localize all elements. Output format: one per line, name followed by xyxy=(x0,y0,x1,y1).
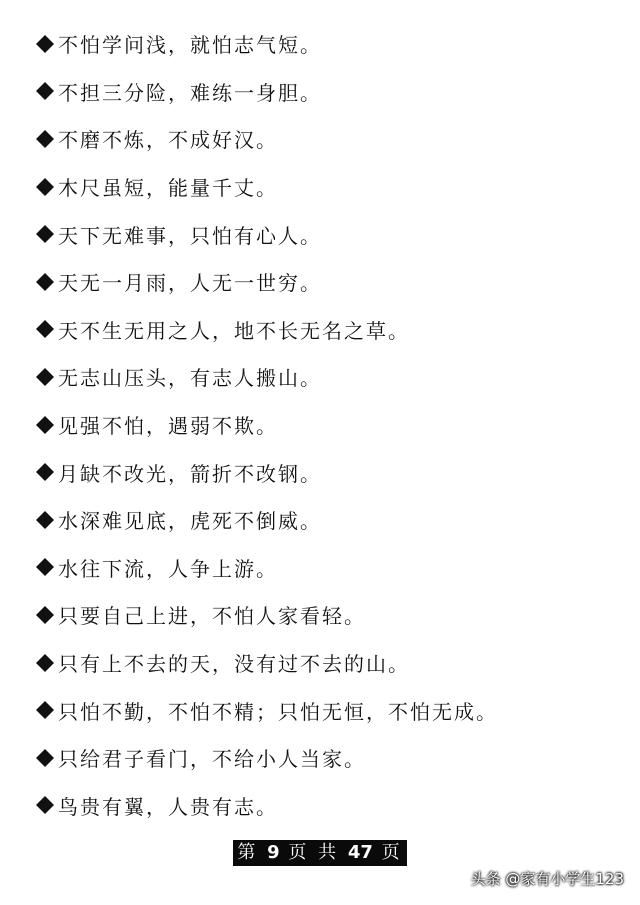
list-item xyxy=(36,401,626,449)
proverb-text: 水往下流，人争上游。 xyxy=(58,556,278,581)
page-middle: 页 共 xyxy=(288,842,340,863)
total-pages-number: 47 xyxy=(347,842,373,863)
list-item xyxy=(36,782,626,830)
diamond-icon xyxy=(36,558,54,576)
list-item xyxy=(36,353,626,401)
diamond-icon xyxy=(36,320,54,338)
proverb-text: 不担三分险，难练一身胆。 xyxy=(58,80,322,105)
proverb-text: 不怕学问浅，就怕志气短。 xyxy=(58,33,322,58)
list-item xyxy=(36,68,626,116)
proverb-text: 鸟贵有翼，人贵有志。 xyxy=(58,794,278,819)
diamond-icon xyxy=(36,368,54,386)
proverb-text: 只要自己上进，不怕人家看轻。 xyxy=(58,604,366,629)
proverb-text: 无志山压头，有志人搬山。 xyxy=(58,366,322,391)
diamond-icon xyxy=(36,178,54,196)
diamond-icon xyxy=(36,749,54,767)
proverb-list xyxy=(36,20,626,829)
proverb-text: 水深难见底，虎死不倒威。 xyxy=(58,509,322,534)
diamond-icon xyxy=(36,701,54,719)
page-footer xyxy=(0,840,640,866)
proverb-text: 天无一月雨，人无一世穷。 xyxy=(58,271,322,296)
list-item xyxy=(36,448,626,496)
diamond-icon xyxy=(36,511,54,529)
list-item xyxy=(36,591,626,639)
proverb-text: 见强不怕，遇弱不欺。 xyxy=(58,414,278,439)
diamond-icon xyxy=(36,225,54,243)
proverb-text: 天下无难事，只怕有心人。 xyxy=(58,223,322,248)
proverb-text: 只有上不去的天，没有过不去的山。 xyxy=(58,652,410,677)
list-item xyxy=(36,115,626,163)
page-indicator xyxy=(233,840,406,866)
proverb-text: 月缺不改光，箭折不改钢。 xyxy=(58,461,322,486)
list-item xyxy=(36,639,626,687)
list-item xyxy=(36,210,626,258)
proverb-text: 天不生无用之人，地不长无名之草。 xyxy=(58,318,410,343)
proverb-text: 不磨不炼，不成好汉。 xyxy=(58,128,278,153)
diamond-icon xyxy=(36,796,54,814)
diamond-icon xyxy=(36,130,54,148)
list-item xyxy=(36,544,626,592)
watermark: 头条 @家有小学生123 xyxy=(470,870,624,888)
list-item xyxy=(36,163,626,211)
page-prefix: 第 xyxy=(237,842,259,863)
proverb-text: 只给君子看门，不给小人当家。 xyxy=(58,747,366,772)
proverb-text: 木尺虽短，能量千丈。 xyxy=(58,176,278,201)
diamond-icon xyxy=(36,82,54,100)
list-item xyxy=(36,686,626,734)
list-item xyxy=(36,258,626,306)
diamond-icon xyxy=(36,35,54,53)
diamond-icon xyxy=(36,416,54,434)
proverb-text: 只怕不勤，不怕不精；只怕无恒，不怕无成。 xyxy=(58,699,498,724)
diamond-icon xyxy=(36,654,54,672)
list-item xyxy=(36,734,626,782)
diamond-icon xyxy=(36,606,54,624)
current-page-number: 9 xyxy=(267,842,280,863)
list-item xyxy=(36,306,626,354)
list-item xyxy=(36,496,626,544)
page-suffix: 页 xyxy=(381,842,403,863)
diamond-icon xyxy=(36,273,54,291)
list-item xyxy=(36,20,626,68)
diamond-icon xyxy=(36,463,54,481)
